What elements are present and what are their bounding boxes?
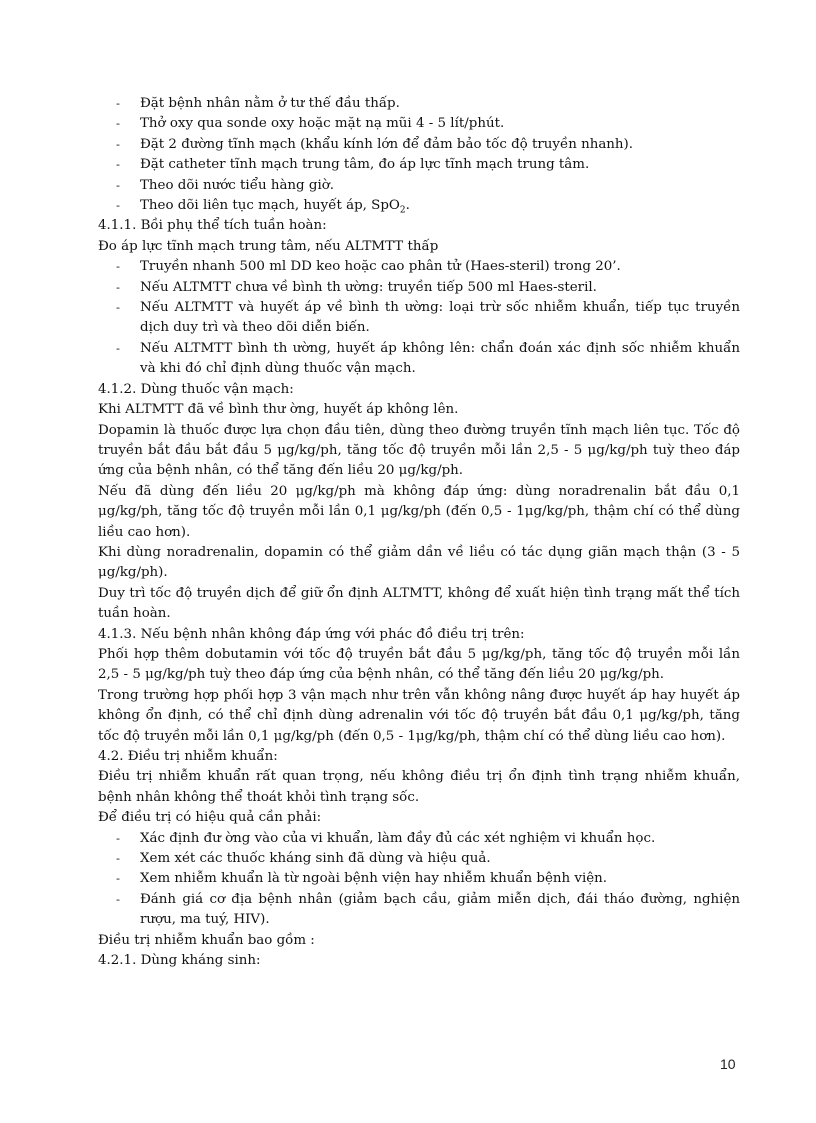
bullet-marker: - — [116, 178, 120, 192]
bullet-marker: - — [116, 341, 120, 355]
text-run: Nếu đã dùng đến liều 20 μg/kg/ph mà không đáp ứng: dùng noradrenalin bắt đầu 0,1 μg/kg/ph, tăng tốc độ truyền mỗi lần 0,1 μg/kg/ph (đến 0,5 - 1μg/kg/ph, thậm chí có thể dùng liều cao hơn). — [98, 483, 740, 540]
bullet-item — [98, 890, 740, 931]
bullet-item — [98, 849, 740, 869]
text-run: 4.1.3. Nếu bệnh nhân không đáp ứng với phác đồ điều trị trên: — [98, 626, 525, 642]
paragraph — [98, 808, 740, 828]
text-run: Truyền nhanh 500 ml DD keo hoặc cao phân tử (Haes-steril) trong 20’. — [140, 259, 621, 275]
text-run: Duy trì tốc độ truyền dịch để giữ ổn định ALTMTT, không để xuất hiện tình trạng mất thể tích tuần hoàn. — [98, 585, 740, 622]
text-run: Theo dõi nước tiểu hàng giờ. — [140, 177, 335, 193]
text-run: Xem nhiễm khuẩn là từ ngoài bệnh viện hay nhiễm khuẩn bệnh viện. — [140, 871, 608, 887]
paragraph — [98, 380, 740, 400]
bullet-item — [98, 94, 740, 114]
text-run: Nếu ALTMTT và huyết áp về bình th ường: loại trừ sốc nhiễm khuẩn, tiếp tục truyền dịch duy trì và theo dõi diễn biến. — [140, 300, 740, 336]
text-run: Đánh giá cơ địa bệnh nhân (giảm bạch cầu, giảm miễn dịch, đái tháo đường, nghiện rượu, ma tuý, HIV). — [140, 891, 740, 928]
bullet-marker: - — [116, 892, 120, 906]
bullet-item — [98, 114, 740, 134]
text-run: Khi ALTMTT đã về bình thư ờng, huyết áp không lên. — [98, 402, 459, 418]
text-run: Dopamin là thuốc được lựa chọn đầu tiên, dùng theo đường truyền tĩnh mạch liên tục. Tốc độ truyền bắt đầu bắt đầu 5 μg/kg/ph, tăng tốc độ truyền mỗi lần 2,5 - 5 μg/kg/ph tuỳ theo đáp ứng của bệnh nhân, có thể tăng đến liều 20 μg/kg/ph. — [98, 422, 740, 479]
bullet-marker: - — [116, 280, 120, 294]
bullet-item — [98, 196, 740, 216]
page-number: 10 — [720, 1056, 736, 1072]
paragraph — [98, 543, 740, 584]
text-run: Điều trị nhiễm khuẩn bao gồm : — [98, 932, 315, 948]
bullet-marker: - — [116, 260, 120, 274]
text-run: Trong trường hợp phối hợp 3 vận mạch như trên vẫn không nâng được huyết áp hay huyết áp không ổn định, có thể chỉ định dùng adrenalin với tốc độ truyền bắt đầu 0,1 μg/kg/ph, tăng tốc độ truyền mỗi lần 0,1 μg/kg/ph (đến 0,5 - 1μg/kg/ph, thậm chí có thể dùng liều cao hơn). — [98, 687, 740, 744]
bullet-item — [98, 869, 740, 889]
paragraph — [98, 216, 740, 236]
text-run: Đo áp lực tĩnh mạch trung tâm, nếu ALTMTT thấp — [98, 238, 439, 254]
text-run: Nếu ALTMTT bình th ường, huyết áp không lên: chẩn đoán xác định sốc nhiễm khuẩn và khi đó chỉ định dùng thuốc vận mạch. — [140, 340, 740, 377]
paragraph — [98, 400, 740, 420]
bullet-item — [98, 257, 740, 277]
paragraph — [98, 686, 740, 747]
text-run: Theo dõi liên tục mạch, huyết áp, SpO — [140, 198, 400, 214]
bullet-marker: - — [116, 872, 120, 886]
text-run: Nếu ALTMTT chưa về bình th ường: truyền tiếp 500 ml Haes-steril. — [140, 279, 597, 295]
paragraph — [98, 645, 740, 686]
paragraph — [98, 931, 740, 951]
bullet-item — [98, 829, 740, 849]
text-run: Đặt bệnh nhân nằm ở tư thế đầu thấp. — [140, 96, 400, 111]
text-run: Phối hợp thêm dobutamin với tốc độ truyền bắt đầu 5 μg/kg/ph, tăng tốc độ truyền mỗi lần 2,5 - 5 μg/kg/ph tuỳ theo đáp ứng của bệnh nhân, có thể tăng đến liều 20 μg/kg/ph. — [98, 646, 740, 683]
text-run: Để điều trị có hiệu quả cần phải: — [98, 810, 322, 826]
bullet-marker: - — [116, 97, 120, 110]
bullet-marker: - — [116, 158, 120, 172]
bullet-marker: - — [116, 137, 120, 151]
paragraph — [98, 747, 740, 767]
subscript: 2 — [399, 205, 406, 216]
paragraph — [98, 951, 740, 971]
bullet-marker: - — [116, 199, 120, 213]
paragraph — [98, 625, 740, 645]
paragraph — [98, 767, 740, 808]
bullet-item — [98, 298, 740, 339]
text-tail: . — [405, 198, 410, 214]
paragraph — [98, 482, 740, 543]
bullet-item — [98, 176, 740, 196]
bullet-marker: - — [116, 831, 120, 845]
bullet-marker: - — [116, 117, 120, 131]
paragraph — [98, 237, 740, 257]
text-run: 4.2.1. Dùng kháng sinh: — [98, 953, 261, 969]
text-run: 4.1.2. Dùng thuốc vận mạch: — [98, 381, 294, 397]
text-run: Điều trị nhiễm khuẩn rất quan trọng, nếu không điều trị ổn định tình trạng nhiễm khuẩn, bệnh nhân không thể thoát khỏi tình trạng sốc. — [98, 769, 740, 805]
text-run: Đặt 2 đường tĩnh mạch (khẩu kính lớn để đảm bảo tốc độ truyền nhanh). — [140, 136, 634, 152]
bullet-item — [98, 155, 740, 175]
text-run: 4.1.1. Bồi phụ thể tích tuần hoàn: — [98, 218, 327, 234]
bullet-item — [98, 339, 740, 380]
text-run: Khi dùng noradrenalin, dopamin có thể giảm dần về liều có tác dụng giãn mạch thận (3 - 5 μg/kg/ph). — [98, 544, 740, 581]
bullet-item — [98, 135, 740, 155]
text-run: Thở oxy qua sonde oxy hoặc mặt nạ mũi 4 - 5 lít/phút. — [140, 116, 505, 132]
text-run: 4.2. Điều trị nhiễm khuẩn: — [98, 749, 278, 764]
document-body — [98, 94, 740, 971]
bullet-marker: - — [116, 852, 120, 866]
paragraph — [98, 421, 740, 482]
text-run: Đặt catheter tĩnh mạch trung tâm, đo áp lực tĩnh mạch trung tâm. — [140, 157, 590, 173]
bullet-item — [98, 278, 740, 298]
text-run: Xem xét các thuốc kháng sinh đã dùng và hiệu quả. — [140, 851, 491, 867]
bullet-marker: - — [116, 301, 120, 315]
text-run: Xác định đư ờng vào của vi khuẩn, làm đầy đủ các xét nghiệm vi khuẩn học. — [140, 830, 656, 846]
paragraph — [98, 584, 740, 625]
